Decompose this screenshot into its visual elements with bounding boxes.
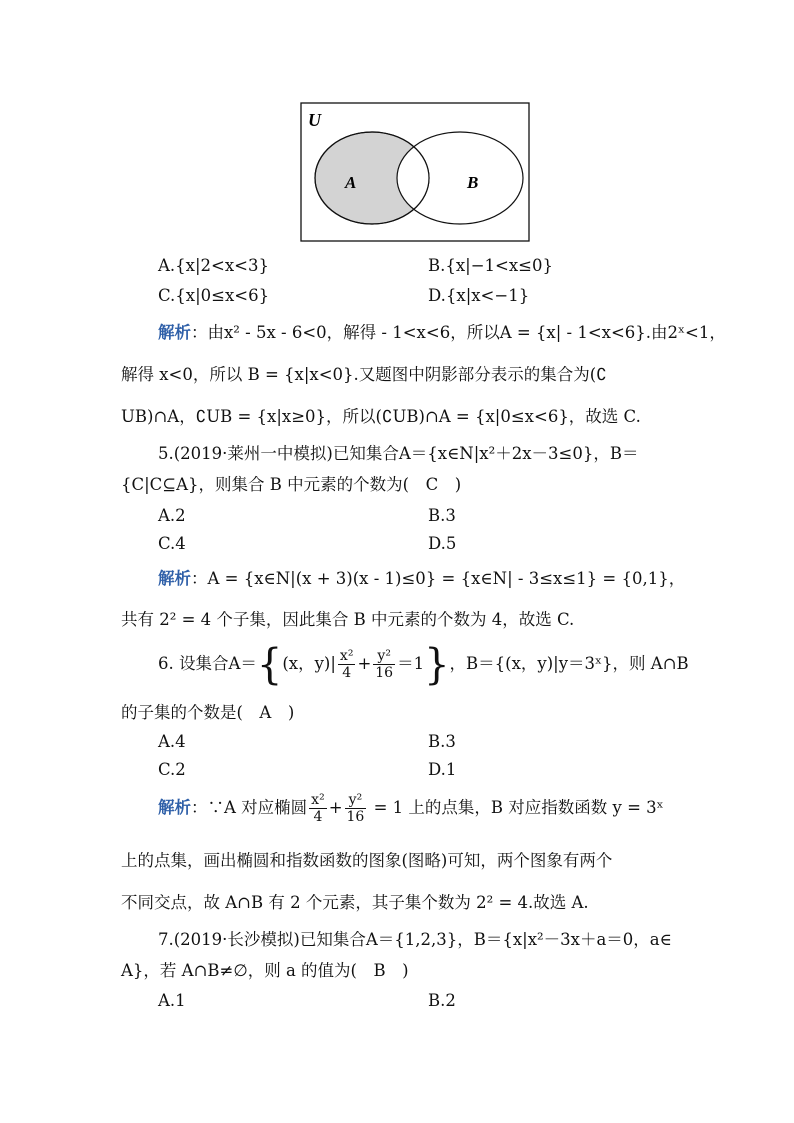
q7-stem-line: 7.(2019·长沙模拟)已知集合A＝{1,2,3}，B＝{x|x²－3x＋a＝0，a∈ bbox=[158, 930, 672, 949]
option-b: B.{x|−1<x≤0} bbox=[428, 256, 554, 275]
option-b: B.3 bbox=[428, 732, 456, 751]
option-a: A.2 bbox=[158, 506, 186, 525]
option-b: B.2 bbox=[428, 991, 456, 1010]
set-a-label: A bbox=[345, 173, 357, 192]
option-a: A.{x|2<x<3} bbox=[158, 256, 269, 275]
analysis-label: 解析 bbox=[158, 569, 191, 588]
q4-analysis-line: UB)∩A，∁UB = {x|x≥0}，所以(∁UB)∩A = {x|0≤x<6}，故选 C. bbox=[121, 407, 641, 426]
analysis-label: 解析 bbox=[158, 798, 191, 817]
q6-analysis-line: 不同交点，故 A∩B 有 2 个元素，其子集个数为 2² = 4.故选 A. bbox=[121, 893, 589, 912]
q4-analysis-line: 解析：由x² ‐ 5x ‐ 6<0，解得 ‐ 1<x<6，所以A = {x| ‐ 1<x<6}.由2ˣ<1， bbox=[158, 323, 726, 342]
option-b: B.3 bbox=[428, 506, 456, 525]
analysis-label: 解析 bbox=[158, 323, 191, 342]
q5-stem-line: 5.(2019·莱州一中模拟)已知集合A＝{x∈N|x²＋2x－3≤0}，B＝ bbox=[158, 444, 639, 463]
option-c: C.2 bbox=[158, 760, 186, 779]
option-a: A.4 bbox=[158, 732, 186, 751]
option-c: C.{x|0≤x<6} bbox=[158, 286, 270, 305]
q6-analysis-line: 上的点集，画出椭圆和指数函数的图象(图略)可知，两个图象有两个 bbox=[121, 851, 613, 870]
q6-stem-line: 6. 设集合A＝{(x，y)| $\frac{\text{x²}}{4}$ + $\frac{\text{y²}}{16}$ ＝1}，B＝{(x，y)|y＝3ˣ}，则 A∩B bbox=[158, 640, 689, 689]
option-d: D.1 bbox=[428, 760, 457, 779]
q5-stem-line: {C|C⊆A}，则集合 B 中元素的个数为( C ) bbox=[121, 475, 462, 494]
q7-stem-line: A}，若 A∩B≠∅，则 a 的值为( B ) bbox=[121, 961, 409, 980]
option-c: C.4 bbox=[158, 534, 186, 553]
q5-analysis-line: 共有 2² = 4 个子集，因此集合 B 中元素的个数为 4，故选 C. bbox=[121, 610, 575, 629]
q6-analysis-line: 解析：∵A 对应椭圆 $\frac{\text{x²}}{4}$ + $\frac{\text{y²}}{16}$ = 1 上的点集，B 对应指数函数 y = 3ˣ bbox=[158, 792, 664, 825]
option-d: D.5 bbox=[428, 534, 457, 553]
set-b-label: B bbox=[467, 173, 479, 192]
universe-label: U bbox=[308, 110, 321, 130]
venn-diagram bbox=[300, 102, 530, 242]
q5-analysis-line: 解析：A = {x∈N|(x + 3)(x ‐ 1)≤0} = {x∈N| ‐ 3≤x≤1} = {0,1}， bbox=[158, 569, 686, 588]
option-a: A.1 bbox=[158, 991, 186, 1010]
q6-stem-line: 的子集的个数是( A ) bbox=[121, 703, 295, 722]
option-d: D.{x|x<−1} bbox=[428, 286, 530, 305]
q4-analysis-line: 解得 x<0，所以 B = {x|x<0}.又题图中阴影部分表示的集合为(∁ bbox=[121, 365, 607, 384]
